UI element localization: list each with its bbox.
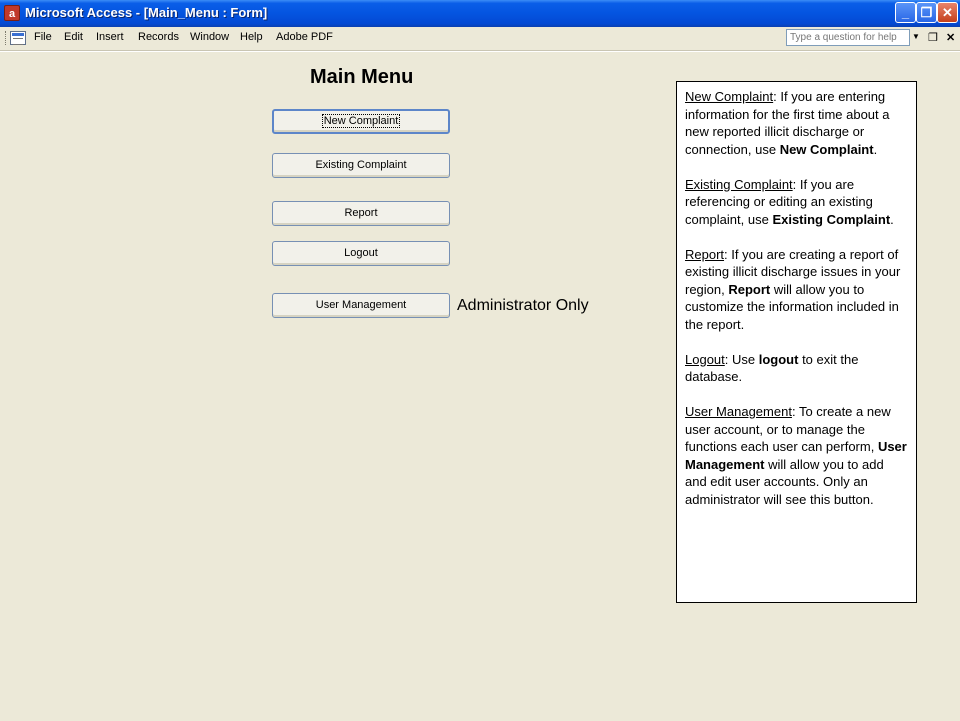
help-end-new-complaint: .	[873, 141, 878, 157]
mdi-close-icon[interactable]: ✕	[946, 32, 956, 44]
help-text-box	[676, 81, 917, 603]
help-logout	[685, 351, 908, 386]
help-bold-user-management: User Management	[685, 439, 907, 472]
help-term-user-management: User Management	[685, 404, 792, 419]
help-report	[685, 246, 908, 334]
help-term-logout: Logout	[685, 351, 725, 367]
help-new-complaint	[685, 88, 908, 158]
help-question-input[interactable]: Type a question for help	[786, 29, 910, 46]
toolbar-grip-icon[interactable]	[5, 31, 9, 45]
window-title: Microsoft Access - [Main_Menu : Form]	[25, 5, 268, 20]
menu-file[interactable]: File	[34, 31, 52, 43]
new-complaint-button-label: New Complaint	[323, 115, 399, 127]
help-bold-logout: logout	[758, 351, 799, 367]
help-end-user-management: will allow you to add and edit user accounts. Only an administrator will see this button.	[685, 456, 884, 507]
help-end-report: will allow you to customize the information included in the report.	[685, 281, 899, 332]
help-term-new-complaint: New Complaint	[685, 89, 774, 104]
help-end-existing-complaint: .	[890, 211, 894, 227]
help-end-logout: to exit the database.	[685, 351, 859, 384]
help-bold-new-complaint: New Complaint	[779, 141, 874, 157]
help-text-new-complaint: : If you are entering information for the first time about a new reported illicit discharge or connection, use	[685, 89, 890, 157]
minimize-button[interactable]: _	[895, 2, 916, 23]
restore-button[interactable]: ❐	[916, 2, 937, 23]
menu-records[interactable]: Records	[138, 31, 179, 43]
help-dropdown-icon[interactable]: ▼	[912, 32, 920, 41]
menu-adobe-pdf[interactable]: Adobe PDF	[276, 31, 333, 43]
form-document-icon[interactable]	[10, 31, 26, 45]
help-bold-report: Report	[728, 281, 771, 297]
help-term-existing-complaint: Existing Complaint	[685, 176, 793, 192]
existing-complaint-button[interactable]: Existing Complaint	[272, 153, 450, 178]
help-text-user-management: : To create a new user account, or to manage the functions each user can perform,	[685, 404, 891, 454]
new-complaint-button[interactable]	[272, 109, 450, 134]
mdi-restore-icon[interactable]: ❐	[928, 32, 938, 44]
report-button[interactable]: Report	[272, 201, 450, 226]
close-button[interactable]: ✕	[937, 2, 958, 23]
menu-insert[interactable]: Insert	[96, 31, 124, 43]
help-text-report: : If you are creating a report of existing illicit discharge issues in your region,	[685, 246, 901, 297]
form-area	[0, 51, 960, 721]
help-text-logout: : Use	[724, 351, 759, 367]
menu-edit[interactable]: Edit	[64, 31, 83, 43]
menu-help[interactable]: Help	[240, 31, 263, 43]
user-management-button[interactable]: User Management	[272, 293, 450, 318]
help-user-management	[685, 403, 908, 508]
help-term-report: Report	[685, 246, 725, 262]
title-bar[interactable]	[0, 0, 960, 27]
administrator-only-label: Administrator Only	[457, 297, 589, 314]
menu-window[interactable]: Window	[190, 31, 230, 43]
help-bold-existing-complaint: Existing Complaint	[772, 211, 891, 227]
form-title: Main Menu	[310, 66, 414, 88]
access-app-icon[interactable]: a	[4, 5, 20, 21]
help-text-existing-complaint: : If you are referencing or editing an existing complaint, use	[685, 176, 873, 227]
help-existing-complaint	[685, 176, 908, 229]
logout-button[interactable]: Logout	[272, 241, 450, 266]
